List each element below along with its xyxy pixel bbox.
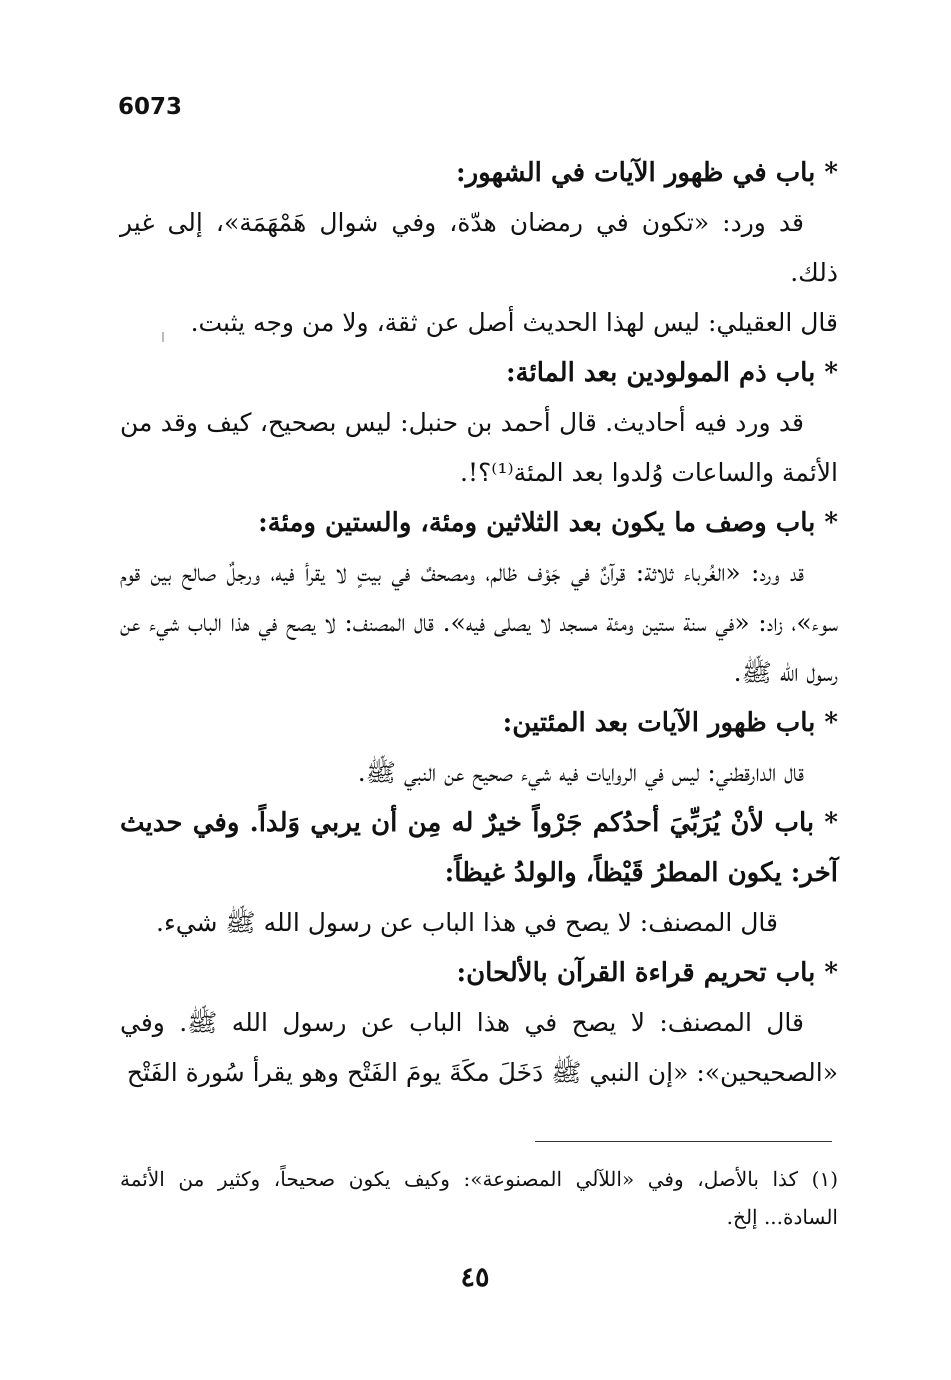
section-heading-born-after-100: * باب ذم المولودين بعد المائة:	[505, 358, 838, 388]
paragraph-raise-puppy: قال المصنف: لا يصح في هذا الباب عن رسول الله ﷺ شيء.	[156, 908, 778, 937]
paragraph-melodies: قال المصنف: لا يصح في هذا الباب عن رسول الله ﷺ. وفي «الصحيحين»: «إن النبي ﷺ دَخَلَ مكَةَ يومَ الفَتْح وهو يقرأ سُورة الفَتْح	[120, 1008, 838, 1087]
footnote-divider	[535, 1141, 832, 1142]
footnote-1: (١) كذا بالأصل، وفي «اللآلي المصنوعة»: وكيف يكون صحيحاً، وكثير من الأئمة السادة... إلخ.	[120, 1167, 838, 1229]
section-heading-months: * باب في ظهور الآيات في الشهور:	[455, 158, 838, 188]
page-number-top: 6073	[118, 94, 183, 120]
paragraph-months-2: قال العقيلي: ليس لهذا الحديث أصل عن ثقة، ولا من وجه يثبت.	[190, 308, 838, 337]
paragraph-born-after-100: قد ورد فيه أحاديث. قال أحمد بن حنبل: ليس بصحيح، كيف وقد من الأئمة والساعات وُلدوا بعد المئة⁽¹⁾؟!.	[120, 408, 838, 487]
section-heading-melodies: * باب تحريم قراءة القرآن بالألحان:	[456, 958, 838, 988]
main-text	[120, 148, 838, 1098]
section-heading-raise-puppy: * باب لأنْ يُرَبِّيَ أحدُكم جَرْواً خيرٌ له مِن أن يربي وَلداً. وفي حديث آخر: يكون المطرُ قَيْظاً، والولدُ غيظاً:	[120, 808, 838, 888]
section-heading-after-200: * باب ظهور الآيات بعد المئتين:	[502, 708, 838, 738]
section-heading-after-130-160: * باب وصف ما يكون بعد الثلاثين ومئة، والستين ومئة:	[258, 508, 838, 538]
paragraph-strangers: قد ورد: «الغُرباء ثلاثة: قرآنٌ في جَوْف ظالم، ومصحفٌ في بيتٍ لا يقرأ فيه، ورجلٌ صالح بين قوم سوء»، زاد: «في سنة ستين ومئة مسجد لا يصلى فيه». قال المصنف: لا يصح في هذا الباب شيء عن رسول الله ﷺ.	[120, 558, 838, 687]
page-number-bottom: ٤٥	[460, 1262, 490, 1293]
paragraph-daraqutni: قال الدارقطني: ليس في الروايات فيه شيء صحيح عن النبي ﷺ.	[357, 758, 804, 787]
paragraph-months-1: قد ورد: «تكون في رمضان هدّة، وفي شوال هَمْهَمَة»، إلى غير ذلك.	[120, 208, 838, 287]
